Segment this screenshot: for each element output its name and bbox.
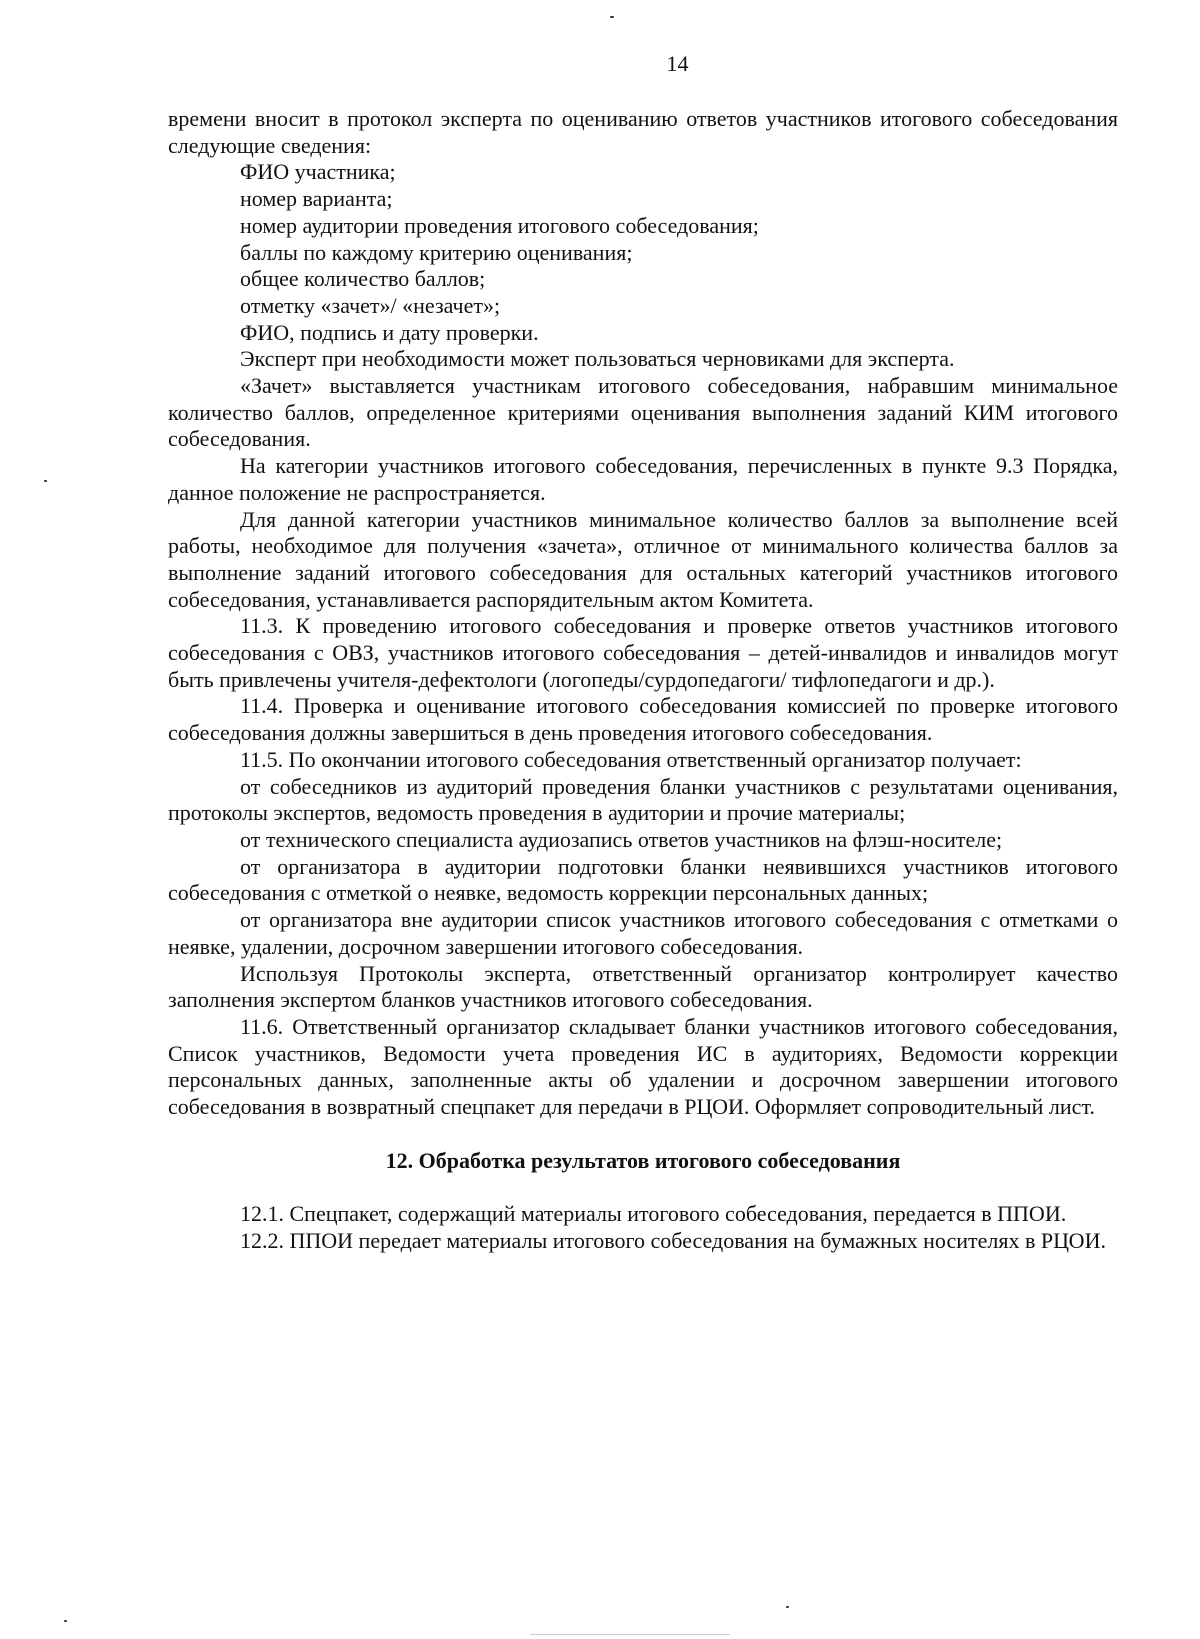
scan-speck [44, 480, 47, 482]
page-number: 14 [666, 51, 689, 76]
list-item-total-score: общее количество баллов; [240, 266, 486, 292]
list-item-signature-date: ФИО, подпись и дату проверки. [240, 319, 539, 345]
paragraph-12-2: 12.2. ППОИ передает материалы итогового собеседования на бумажных носителях в РЦОИ. [240, 1228, 1106, 1254]
list-item-room-number: номер аудитории проведения итогового собеседования; [240, 212, 759, 238]
list-item-criteria-scores: баллы по каждому критерию оценивания; [240, 239, 633, 265]
paragraph-categories: На категории участников итогового собеседования, перечисленных в пункте 9.3 Порядка, данное положение не распространяется. [168, 453, 1118, 505]
paragraph-quality-control: Используя Протоколы эксперта, ответственный организатор контролирует качество заполнения экспертом бланков участников итогового собеседования. [168, 960, 1118, 1013]
paragraph-minimum-score: Для данной категории участников минимальное количество баллов за выполнение всей работы, необходимое для получения «зачета», отличное от минимального количества баллов за выполнение заданий итогового собеседования для остальных категорий участников итогового собеседования, устанавливается распорядительным актом Комитета. [168, 506, 1118, 612]
section-heading-12: 12. Обработка результатов итогового собеседования [385, 1147, 901, 1173]
paragraph-12-1: 12.1. Спецпакет, содержащий материалы итогового собеседования, передается в ППОИ. [240, 1201, 1067, 1227]
scan-speck [610, 16, 614, 18]
paragraph-11-6: 11.6. Ответственный организатор складывает бланки участников итогового собеседования, Список участников, Ведомости учета проведения ИС в аудиториях, Ведомости коррекции персональных данных, заполненные акты об удалении и досрочном завершении итогового собеседования в возвратный спецпакет для передачи в РЦОИ. Оформляет сопроводительный лист. [168, 1013, 1118, 1120]
paragraph-pass-criteria: «Зачет» выставляется участникам итогового собеседования, набравшим минимальное количество баллов, определенное критериями оценивания выполнения заданий КИМ итогового собеседования. [168, 373, 1118, 452]
scan-speck [786, 1606, 789, 1608]
paragraph-11-3: 11.3. К проведению итогового собеседования и проверке ответов участников итогового собеседования с ОВЗ, участников итогового собеседования – детей-инвалидов и инвалидов могут быть привлечены учителя-дефектологи (логопеды/сурдопедагоги/ тифлопедагоги и др.). [168, 613, 1118, 692]
paragraph-11-5: 11.5. По окончании итогового собеседования ответственный организатор получает: [240, 746, 1022, 772]
paragraph-from-interviewers: от собеседников из аудиторий проведения бланки участников с результатами оценивания, протоколы экспертов, ведомость проведения в аудитории и прочие материалы; [168, 773, 1118, 826]
paragraph-drafts: Эксперт при необходимости может пользоваться черновиками для эксперта. [240, 346, 955, 372]
document-body [168, 106, 1118, 1255]
list-item-participant-name: ФИО участника; [240, 159, 396, 185]
list-item-pass-mark: отметку «зачет»/ «незачет»; [240, 292, 501, 318]
paragraph-11-4: 11.4. Проверка и оценивание итогового собеседования комиссией по проверке итогового собеседования должны завершиться в день проведения итогового собеседования. [168, 693, 1118, 746]
paragraph-from-technician: от технического специалиста аудиозапись ответов участников на флэш-носителе; [240, 826, 1003, 852]
paragraph-from-outside-organizer: от организатора вне аудитории список участников итогового собеседования с отметками о неявке, удалении, досрочном завершении итогового собеседования. [168, 907, 1118, 959]
list-item-variant-number: номер варианта; [240, 186, 393, 212]
scan-artifact-line [530, 1634, 730, 1635]
paragraph-intro: времени вносит в протокол эксперта по оцениванию ответов участников итогового собеседования следующие сведения: [168, 106, 1118, 158]
scan-speck [64, 1620, 67, 1622]
paragraph-from-prep-organizer: от организатора в аудитории подготовки бланки неявившихся участников итогового собеседования с отметкой о неявке, ведомость коррекции персональных данных; [168, 853, 1118, 906]
